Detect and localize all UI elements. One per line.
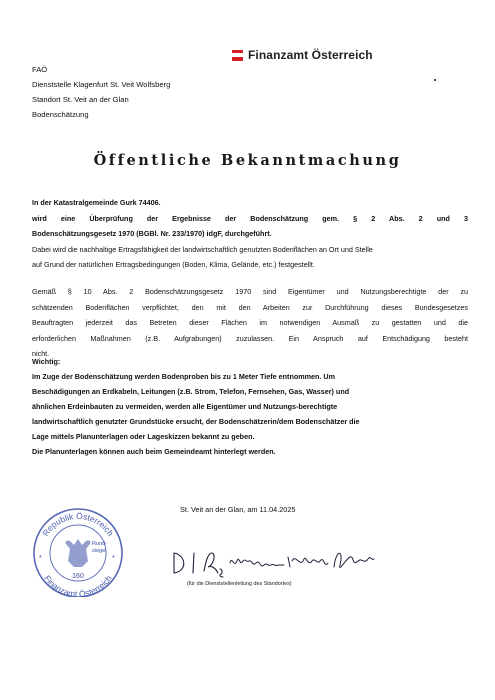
paragraph-line: Bodenschätzungsgesetz 1970 (BGBl. Nr. 233/1970) idgF, durchgeführt. [32, 229, 272, 238]
seal-star-icon: * [112, 555, 115, 562]
seal-star-icon: * [39, 555, 42, 562]
paragraph-line: Beauftragten jederzeit das Betreten dieser Flächen im notwendigen Ausmaß zu gestatten und die [32, 318, 468, 327]
sender-line: Bodenschätzung [32, 110, 89, 119]
paragraph-cadastral [32, 195, 468, 273]
sender-address [32, 62, 170, 122]
paragraph-line: landwirtschaftlich genutzter Grundstücke ersucht, der Bodenschätzerin/dem Bodenschätzer die [32, 417, 360, 426]
authority-name: Finanzamt Österreich [248, 48, 373, 62]
paragraph-line: Beschädigungen an Erdkabeln, Leitungen (z.B. Strom, Telefon, Fernsehen, Gas, Wasser) und [32, 387, 350, 396]
paragraph-line: nicht. [32, 349, 50, 358]
paragraph-line: Im Zuge der Bodenschätzung werden Bodenproben bis zu 1 Meter Tiefe entnommen. Um [32, 372, 335, 381]
seal-label: Rund- [92, 541, 107, 547]
paragraph-line: Lage mittels Planunterlagen oder Lageskizzen bekannt zu geben. [32, 432, 255, 441]
paragraph-important [32, 354, 468, 459]
dot-mark [434, 79, 436, 81]
handwritten-signature [168, 543, 383, 581]
paragraph-legal-basis [32, 284, 468, 362]
signature-caption: (für die Dienststellenleitung des Standortes) [187, 581, 292, 587]
date-line: St. Veit an der Glan, am 11.04.2025 [180, 505, 296, 514]
paragraph-line: schätzenden Bodenflächen verpflichtet, den mit den Arbeiten zur Durchführung dieses Bundesgesetzes [32, 302, 468, 312]
seal-label: siegel [92, 548, 107, 554]
paragraph-line: ähnlichen Erdeinbauten zu vermeiden, werden alle Eigentümer und Nutzungs-berechtigte [32, 402, 338, 411]
eagle-emblem-icon [66, 539, 91, 567]
paragraph-line: erforderlichen Maßnahmen (z.B. Aufgrabungen) zuzulassen. Ein Anspruch auf Entschädigung besteht [32, 333, 468, 343]
paragraph-line: In der Katastralgemeinde Gurk 74406. [32, 198, 161, 207]
seal-bottom-text: Finanzamt Österreich [42, 573, 114, 597]
paragraph-line: Dabei wird die nachhaltige Ertragsfähigkeit der landwirtschaftlich genutzten Bodenflächen an Ort und Stelle [32, 244, 373, 254]
paragraph-line: auf Grund der natürlichen Ertragsbedingungen (Boden, Klima, Gelände, etc.) festgestellt. [32, 260, 315, 269]
austria-flag-icon [232, 50, 243, 61]
seal-top-text: Republik Österreich [40, 510, 116, 538]
document-title: Öffentliche Bekanntmachung [93, 152, 402, 169]
sender-line: FAÖ [32, 65, 48, 74]
paragraph-line: wird eine Überprüfung der Ergebnisse der Bodenschätzung gem. § 2 Abs. 2 und 3 [32, 213, 468, 223]
seal-number: 160 [72, 573, 84, 580]
paragraph-line: Gemäß § 10 Abs. 2 Bodenschätzungsgesetz 1970 sind Eigentümer und Nutzungsberechtigte der zu [32, 287, 468, 296]
important-heading: Wichtig: [32, 357, 61, 366]
official-round-seal [30, 505, 126, 597]
sender-line: Dienststelle Klagenfurt St. Veit Wolfsberg [32, 80, 171, 89]
authority-logo [232, 48, 373, 62]
paragraph-line: Die Planunterlagen können auch beim Gemeindeamt hinterlegt werden. [32, 447, 276, 456]
sender-line: Standort St. Veit an der Glan [32, 95, 129, 104]
